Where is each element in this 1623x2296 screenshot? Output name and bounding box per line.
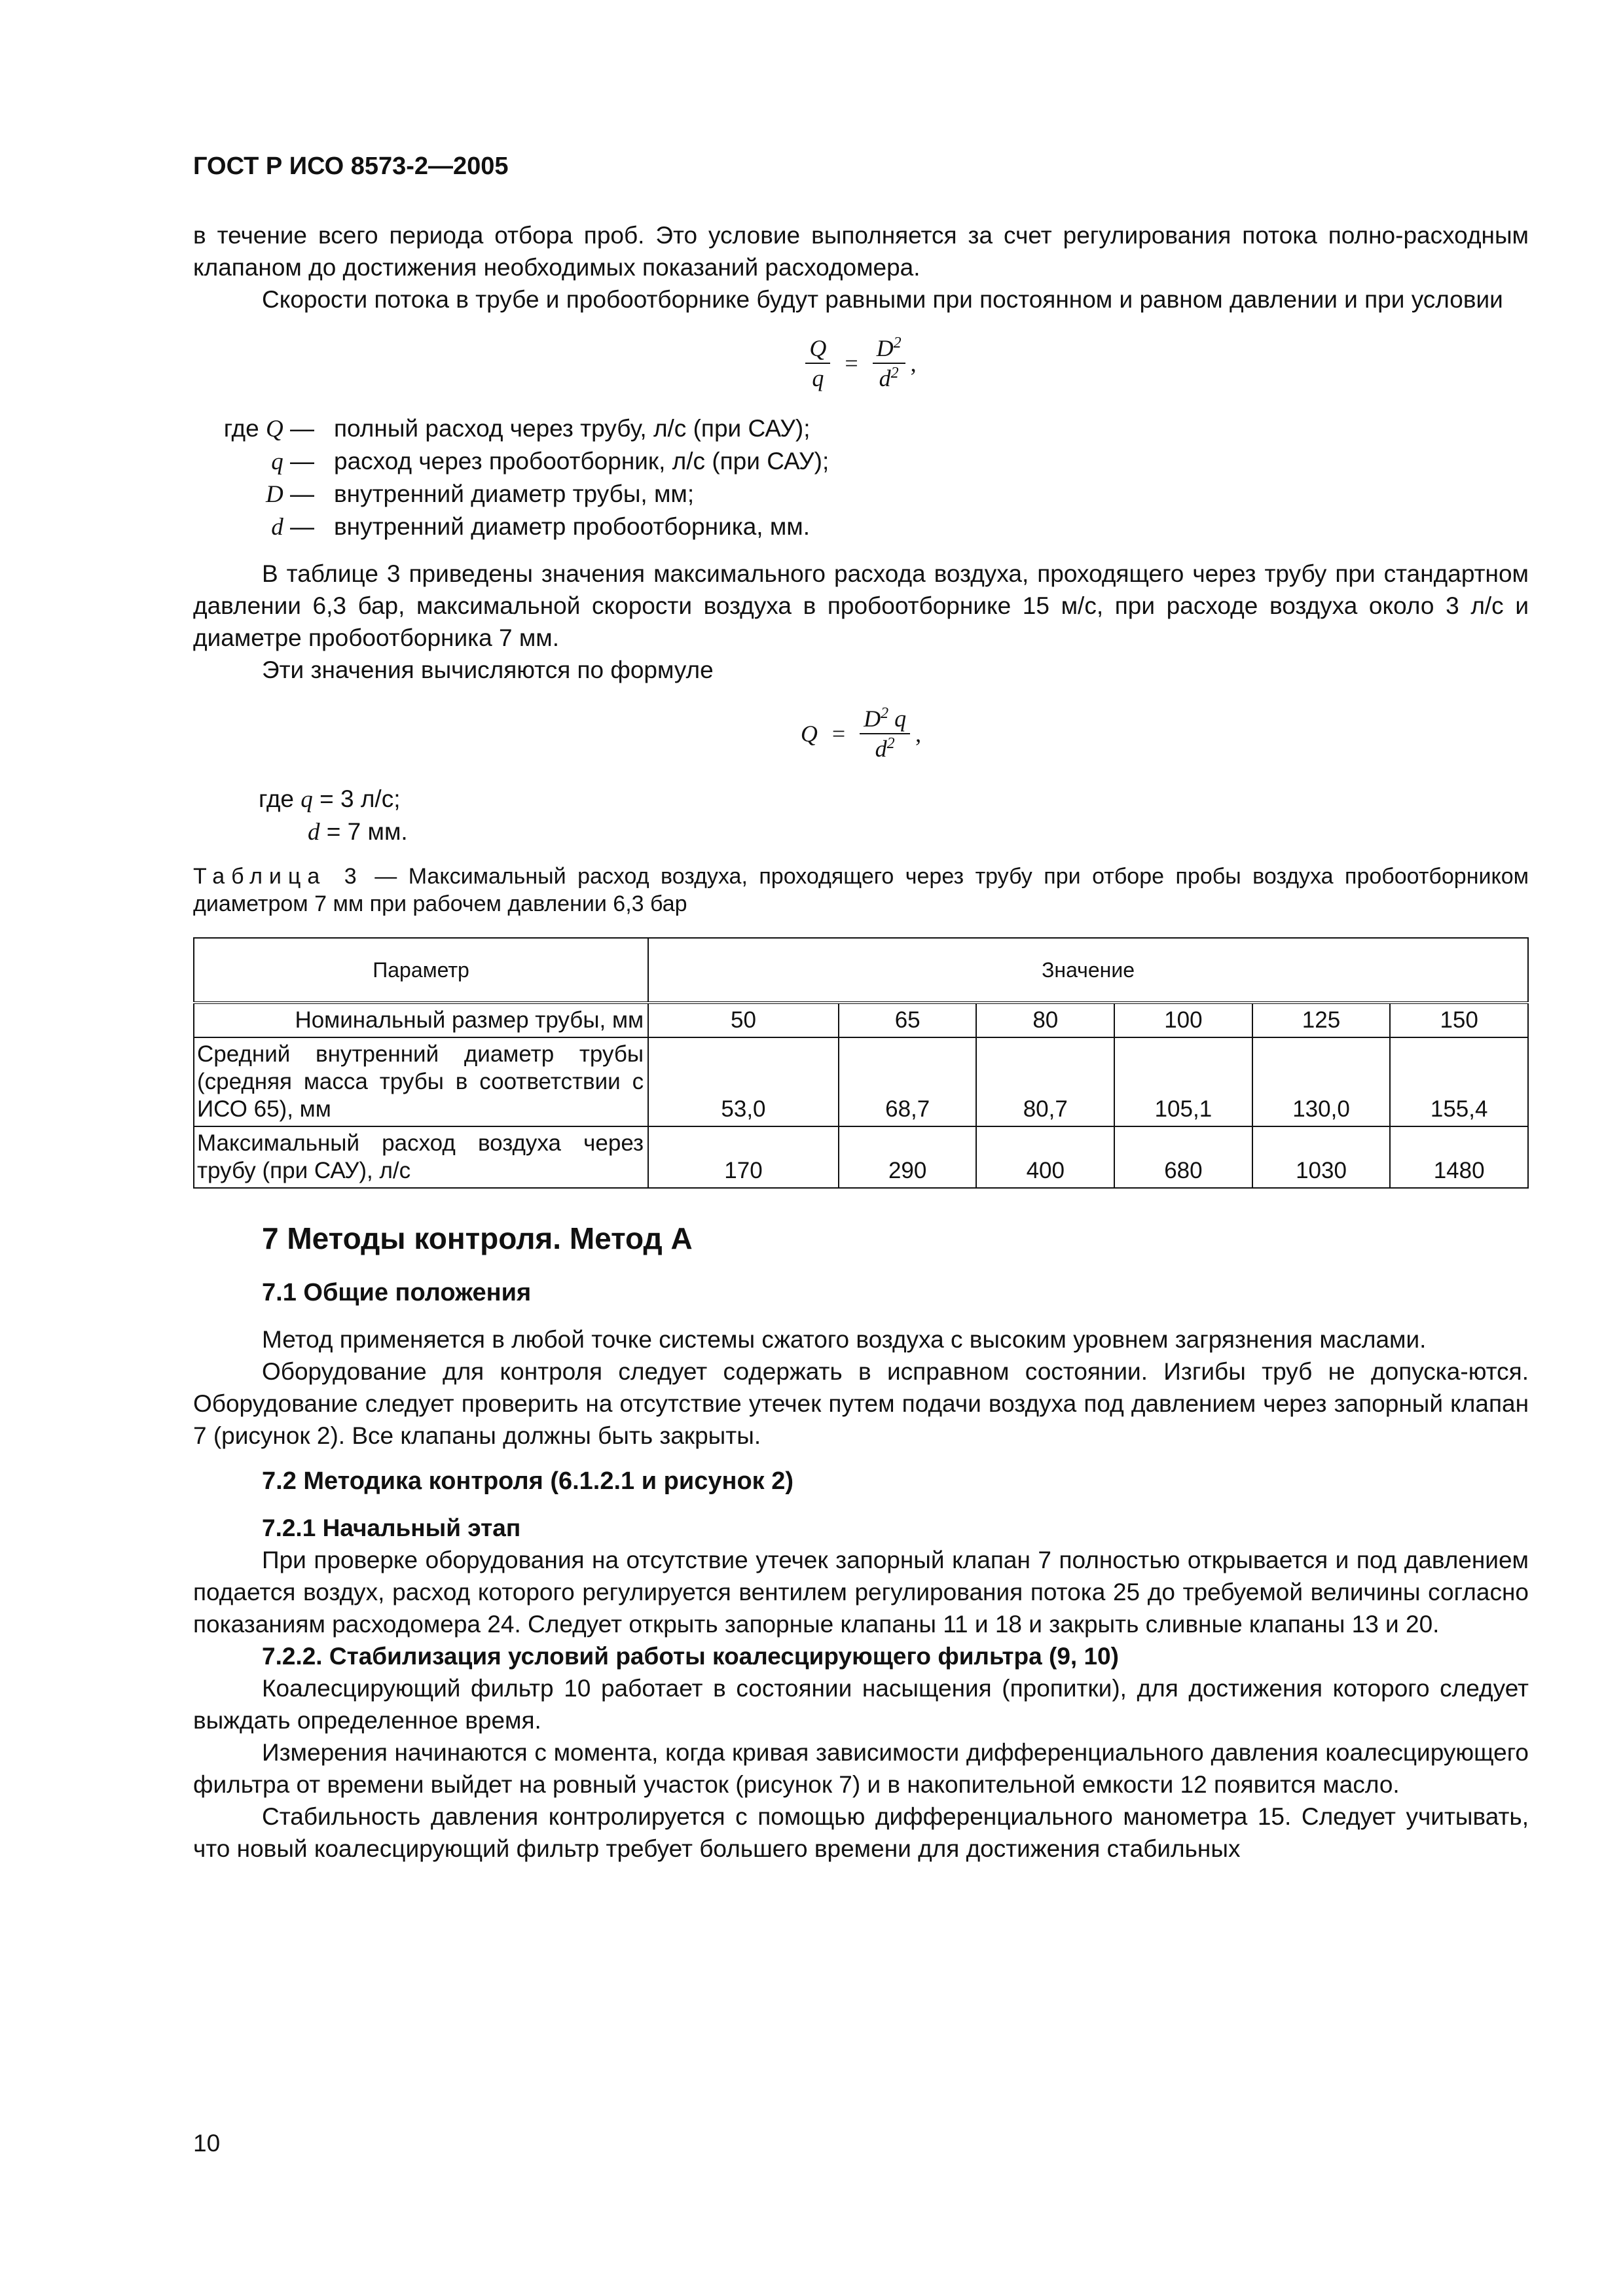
paragraph: Измерения начинаются с момента, когда кривая зависимости дифференциального давления коалесцирующего фильтра от времени выйдет на ровный участок (рисунок 7) и в накопительной емкости 12 появится масло.	[193, 1739, 1529, 1798]
column-header-value: Значение	[648, 938, 1528, 1003]
table-cell: 105,1	[1114, 1037, 1252, 1126]
paragraph: Оборудование для контроля следует содержать в исправном состоянии. Изгибы труб не допуска-ются. Оборудование следует проверить на отсутствие утечек путем подачи воздуха под давлением через запорный клапан 7 (рисунок 2). Все клапаны должны быть закрыты.	[193, 1358, 1529, 1449]
table-header-row	[194, 938, 1528, 1003]
value-line: где q = 3 л/с;	[259, 785, 401, 813]
table-row	[194, 1003, 1528, 1037]
table-cell: 155,4	[1390, 1037, 1528, 1126]
equals-sign: =	[845, 350, 858, 376]
table-cell: 170	[648, 1126, 839, 1188]
definition-text: внутренний диаметр пробоотборника, мм.	[334, 513, 811, 540]
row-label: Средний внутренний диаметр трубы (средняя масса трубы в соответствии с ИСО 65), мм	[194, 1037, 648, 1126]
denominator: q	[812, 365, 824, 391]
table-cell: 68,7	[839, 1037, 977, 1126]
paragraph: В таблице 3 приведены значения максимального расхода воздуха, проходящего через трубу при стандартном давлении 6,3 бар, максимальной скорости воздуха в пробоотборнике 15 м/с, при расходе воздуха около 3 л/с и диаметре пробоотборника 7 мм.	[193, 560, 1529, 651]
definition-text: расход через пробоотборник, л/с (при САУ);	[334, 448, 830, 475]
definition-text: полный расход через трубу, л/с (при САУ);	[334, 415, 811, 442]
variable-definitions	[193, 412, 1529, 543]
formula-2	[193, 704, 1529, 763]
definition-text: внутренний диаметр трубы, мм;	[334, 480, 695, 507]
table-cell: 290	[839, 1126, 977, 1188]
numerator: $D^2$	[873, 334, 905, 364]
table-cell: 80	[976, 1003, 1114, 1037]
table-cell: 65	[839, 1003, 977, 1037]
table-cell: 100	[1114, 1003, 1252, 1037]
row-label: Номинальный размер трубы, мм	[194, 1003, 648, 1037]
value-line: d = 7 мм.	[308, 818, 408, 846]
formula-1	[193, 334, 1529, 393]
table-caption-text: — Максимальный расход воздуха, проходящего через трубу при отборе пробы воздуха пробоотборником диаметром 7 мм при рабочем давлении 6,3 бар	[193, 864, 1529, 916]
column-header-parameter: Параметр	[194, 938, 648, 1003]
table-cell: 50	[648, 1003, 839, 1037]
comma: ,	[910, 350, 917, 376]
numerator: Q	[805, 334, 830, 364]
denominator: $d^2$	[879, 365, 899, 391]
formula-2-values	[193, 783, 1529, 848]
subsection-heading: 7.1 Общие положения	[262, 1279, 532, 1306]
definition-symbol: где Q —	[223, 415, 314, 442]
comma: ,	[915, 720, 922, 747]
paragraph: Эти значения вычисляются по формуле	[262, 656, 714, 683]
table-cell: 150	[1390, 1003, 1528, 1037]
document-header: ГОСТ Р ИСО 8573-2—2005	[193, 152, 509, 180]
paragraph: в течение всего периода отбора проб. Это условие выполняется за счет регулирования потока полно-расходным клапаном до достижения необходимых показаний расходомера.	[193, 222, 1529, 281]
table-cell: 53,0	[648, 1037, 839, 1126]
definition-symbol: D —	[265, 480, 314, 508]
data-table	[193, 937, 1529, 1189]
paragraph: Стабильность давления контролируется с помощью дифференциального манометра 15. Следует учитывать, что новый коалесцирующий фильтр требует большего времени для достижения стабильных	[193, 1803, 1529, 1862]
document-page	[193, 151, 1529, 1865]
equals-sign: =	[831, 720, 846, 747]
paragraph: Коалесцирующий фильтр 10 работает в состоянии насыщения (пропитки), для достижения которого следует выждать определенное время.	[193, 1675, 1529, 1734]
subsubsection-heading: 7.2.1 Начальный этап	[262, 1515, 521, 1541]
paragraph: При проверке оборудования на отсутствие утечек запорный клапан 7 полностью открывается и под давлением подается воздух, расход которого регулируется вентилем регулирования потока 25 до требуемой величины согласно показаниям расходомера 24. Следует открыть запорные клапаны 11 и 18 и закрыть сливные клапаны 13 и 20.	[193, 1547, 1529, 1638]
table-cell: 125	[1252, 1003, 1391, 1037]
section-heading: 7 Методы контроля. Метод А	[262, 1221, 693, 1255]
subsection-heading: 7.2 Методика контроля (6.1.2.1 и рисунок 2)	[262, 1467, 794, 1495]
table-cell: 1480	[1390, 1126, 1528, 1188]
page-number: 10	[193, 2130, 221, 2157]
fraction	[860, 704, 910, 763]
paragraph: Скорости потока в трубе и пробоотборнике будут равными при постоянном и равном давлении и при условии	[262, 286, 1503, 313]
table-cell: 1030	[1252, 1126, 1391, 1188]
definition-symbol: q —	[271, 448, 314, 475]
paragraph: Метод применяется в любой точке системы сжатого воздуха с высоким уровнем загрязнения маслами.	[262, 1326, 1427, 1353]
formula-lhs: Q	[800, 720, 818, 747]
denominator: $d^2$	[875, 735, 895, 762]
table-cell: 680	[1114, 1126, 1252, 1188]
table-row	[194, 1126, 1528, 1188]
table-cell: 130,0	[1252, 1037, 1391, 1126]
table-caption	[193, 863, 1529, 918]
table-cell: 400	[976, 1126, 1114, 1188]
numerator: $D^2$ q	[860, 704, 910, 734]
fraction	[873, 334, 905, 393]
definition-symbol: d —	[271, 513, 314, 541]
fraction	[805, 334, 830, 393]
subsubsection-heading: 7.2.2. Стабилизация условий работы коалесцирующего фильтра (9, 10)	[262, 1643, 1119, 1670]
table-cell: 80,7	[976, 1037, 1114, 1126]
table-row	[194, 1037, 1528, 1126]
row-label: Максимальный расход воздуха через трубу (при САУ), л/с	[194, 1126, 648, 1188]
table-caption-label: Таблица 3	[193, 864, 363, 889]
